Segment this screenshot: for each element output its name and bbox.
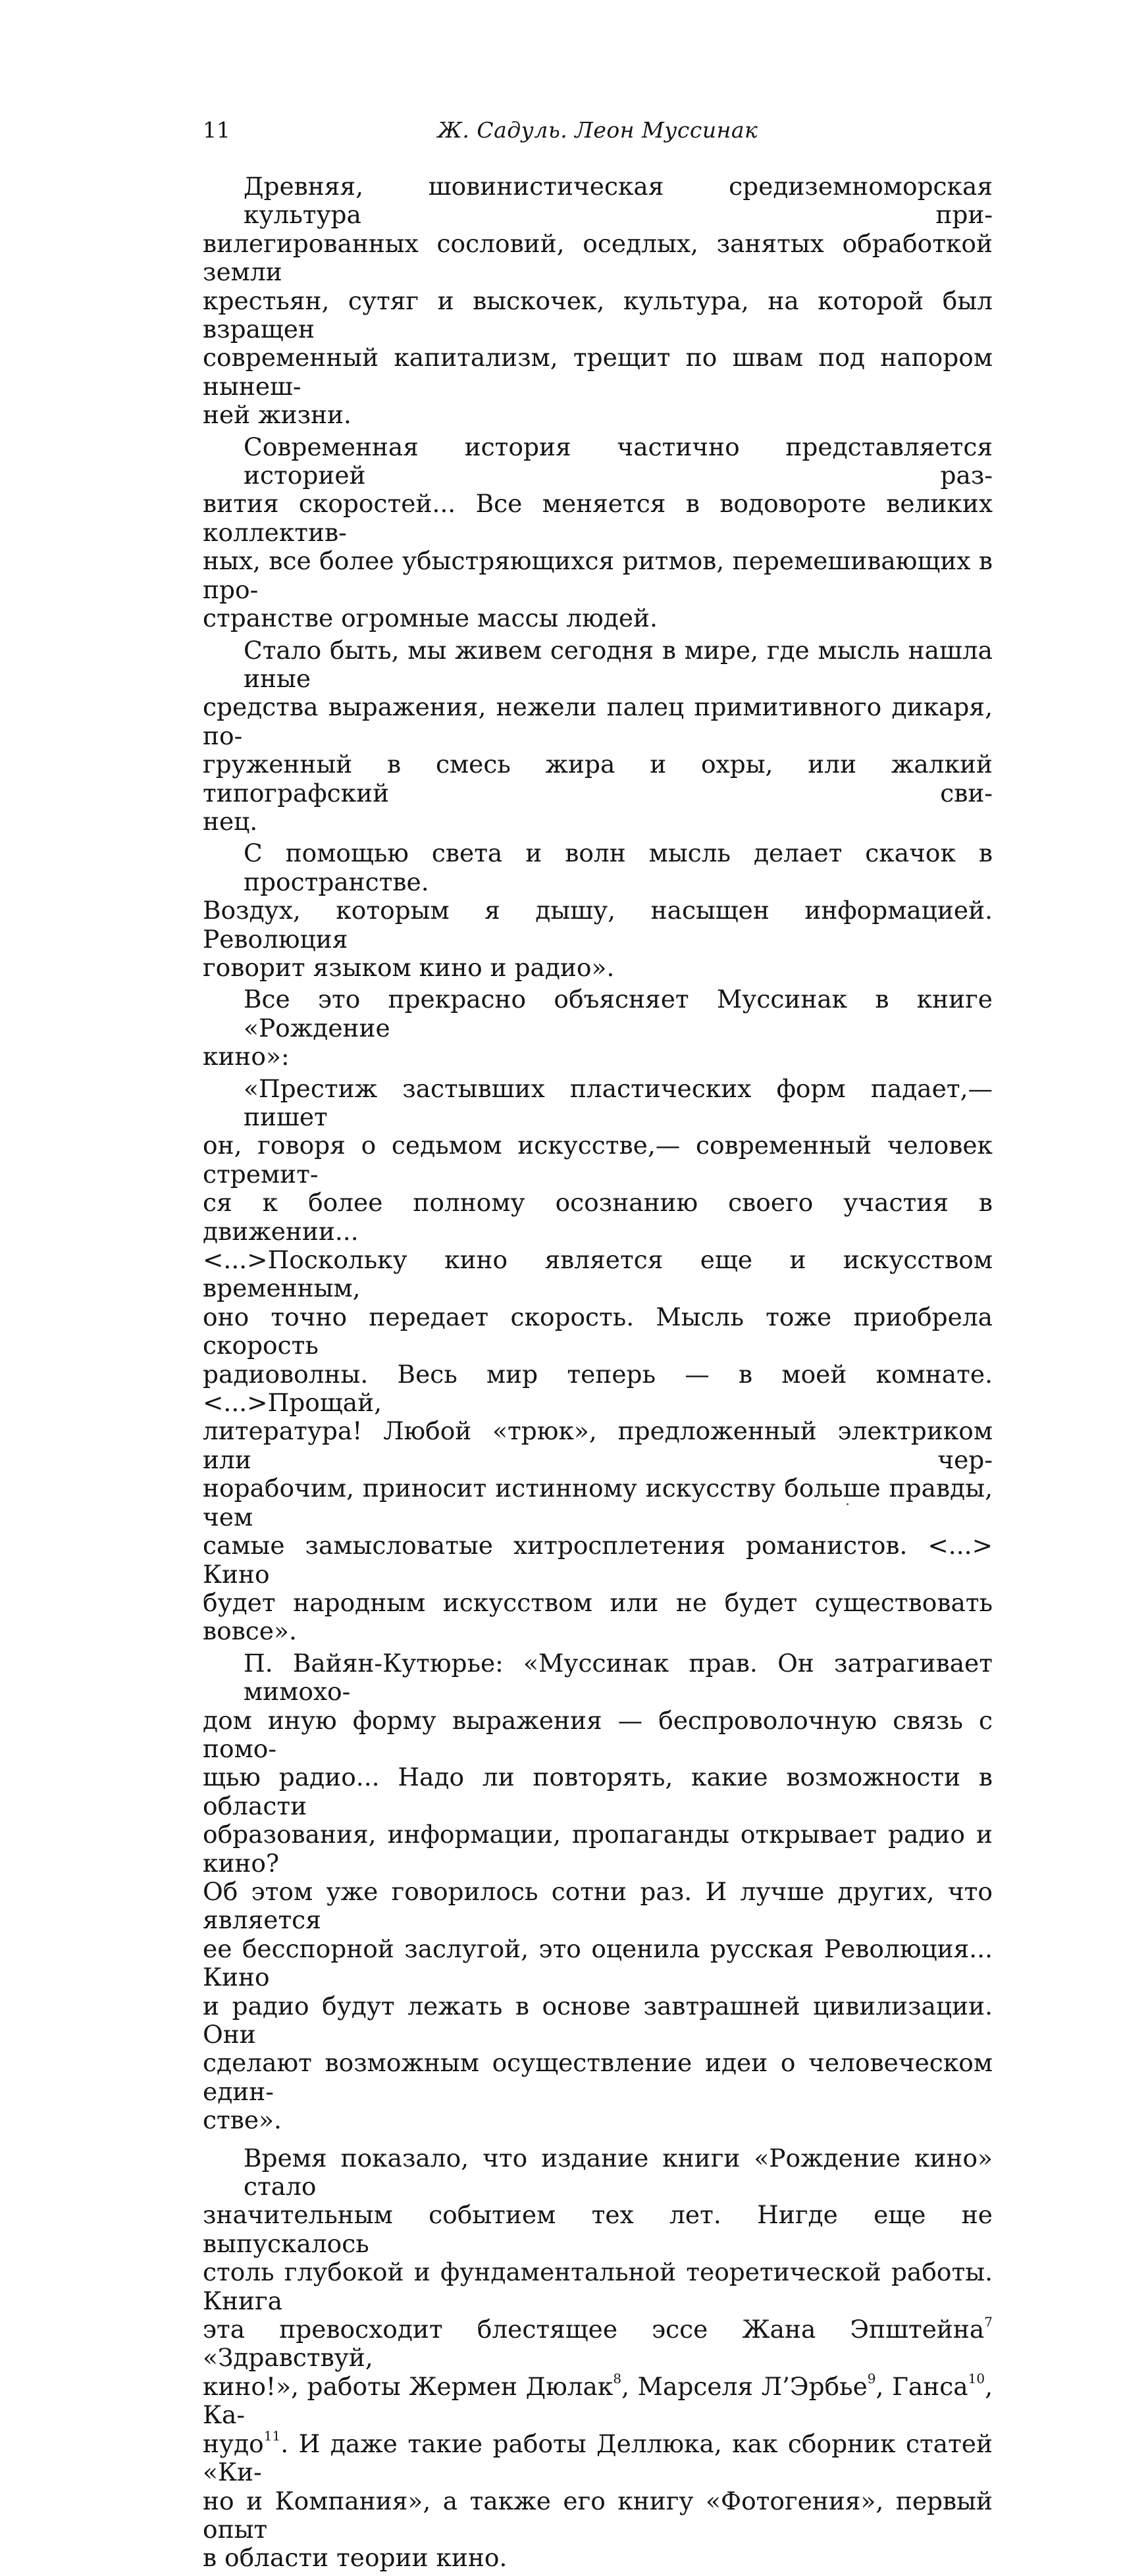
text-line: литература! Любой «трюк», предложенный электриком или чер- <box>203 1416 993 1474</box>
text-run: , Марселя Л’Эрбье <box>621 2371 868 2401</box>
text-line: современный капитализм, трещит по швам под напором нынеш- <box>203 343 993 401</box>
text-line <box>203 2430 993 2487</box>
text-line: вития скоростей... Все меняется в водовороте великих коллектив- <box>203 489 993 547</box>
paragraph-6-quote <box>203 1075 993 1646</box>
text-line: «Престиж застывших пластических форм падает,— пишет <box>244 1073 993 1131</box>
text-line: оно точно передает скорость. Мысль тоже приобрела скорость <box>203 1302 993 1360</box>
paragraph-1 <box>203 172 993 430</box>
text-line: он, говоря о седьмом искусстве,— современный человек стремит- <box>203 1131 993 1189</box>
page-number: 11 <box>203 117 230 143</box>
text-line: Воздух, которым я дышу, насыщен информацией. Революция <box>203 896 993 954</box>
text-line: стве». <box>203 2105 282 2135</box>
text-line: средства выражения, нежели палец примитивного дикаря, по- <box>203 692 993 750</box>
text-line: дом иную форму выражения — беспроволочную связь с помо- <box>203 1705 993 1763</box>
text-line: сделают возможным осуществление идеи о человеческом един- <box>203 2048 993 2106</box>
text-line: Время показало, что издание книги «Рождение кино» стало <box>244 2143 993 2202</box>
text-line: Древняя, шовинистическая средиземноморская культура при- <box>244 172 993 230</box>
text-line: Современная история частично представляется историей раз- <box>244 432 993 490</box>
text-line: крестьян, сутяг и выскочек, культура, на которой был взращен <box>203 286 993 344</box>
footnote-ref-7: 7 <box>984 2313 993 2330</box>
text-line: Стало быть, мы живем сегодня в мире, где мысль нашла иные <box>244 635 993 693</box>
text-line: ных, все более убыстряющихся ритмов, перемешивающих в про- <box>203 546 993 604</box>
paragraph-5 <box>203 985 993 1071</box>
text-line <box>203 2315 993 2373</box>
body-text <box>203 172 993 2576</box>
text-line: вилегированных сословий, оседлых, занятых обработкой земли <box>203 228 993 287</box>
text-line: говорит языком кино и радио». <box>203 952 615 982</box>
running-title: Ж. Садуль. Леон Муссинак <box>437 117 758 143</box>
text-line: но и Компания», а также его книгу «Фотогения», первый опыт <box>203 2486 993 2544</box>
text-line: столь глубокой и фундаментальной теоретической работы. Книга <box>203 2257 993 2315</box>
scan-speck <box>847 1503 848 1505</box>
text-line: ней жизни. <box>203 400 352 430</box>
text-line: будет народным искусством или не будет существовать вовсе». <box>203 1587 993 1646</box>
footnote-ref-11: 11 <box>263 2428 281 2444</box>
text-line: <...>Поскольку кино является еще и искусством временным, <box>203 1245 993 1303</box>
text-run: . И даже такие работы Деллюка, как сборник статей «Ки- <box>203 2429 993 2487</box>
text-line: груженный в смесь жира и охры, или жалкий типографский сви- <box>203 750 993 808</box>
text-line: радиоволны. Весь мир теперь — в моей комнате. <...>Прощай, <box>203 1359 993 1418</box>
text-line: норабочим, приносит истинному искусству больше правды, чем <box>203 1474 993 1532</box>
text-line: самые замысловатые хитросплетения романистов. <...> Кино <box>203 1531 993 1589</box>
paragraph-2 <box>203 433 993 633</box>
text-run: «Здравствуй, <box>203 2343 373 2373</box>
text-line: Об этом уже говорилось сотни раз. И лучше других, что является <box>203 1876 993 1935</box>
text-line: ее бесспорной заслугой, это оценила русская Революция... Кино <box>203 1934 993 1992</box>
paragraph-8 <box>203 2144 993 2573</box>
text-line: странстве огромные массы людей. <box>203 604 658 633</box>
text-line: ся к более полному осознанию своего участия в движении... <box>203 1188 993 1246</box>
text-run: , Ганса <box>875 2371 968 2401</box>
paragraph-3 <box>203 636 993 837</box>
text-line <box>203 2373 993 2430</box>
text-line: и радио будут лежать в основе завтрашней цивилизации. Они <box>203 1991 993 2049</box>
footnote-ref-10: 10 <box>968 2371 985 2387</box>
footnote-ref-9: 9 <box>867 2371 876 2387</box>
text-line: образования, информации, пропаганды открывает радио и кино? <box>203 1820 993 1878</box>
text-line: Все это прекрасно объясняет Муссинак в книге «Рождение <box>244 985 993 1043</box>
text-line: нец. <box>203 806 258 836</box>
text-line: в области теории кино. <box>203 2543 508 2573</box>
text-line: значительным событием тех лет. Нигде еще не выпускалось <box>203 2200 993 2258</box>
text-run: кино!», работы Жермен Дюлак <box>203 2371 613 2401</box>
paragraph-7-quote <box>203 1649 993 2135</box>
text-run: эта превосходит блестящее эссе Жана Эпштейна <box>203 2315 985 2344</box>
text-line: щью радио... Надо ли повторять, какие возможности в области <box>203 1763 993 1820</box>
text-line: П. Вайян-Кутюрье: «Муссинак прав. Он затрагивает мимохо- <box>244 1648 993 1707</box>
text-line: С помощью света и волн мысль делает скачок в пространстве. <box>244 838 993 896</box>
footnote-ref-8: 8 <box>613 2371 622 2387</box>
running-head <box>203 117 993 150</box>
text-line: кино»: <box>203 1042 290 1071</box>
text-run: нудо <box>203 2429 264 2458</box>
text-run: , Ка- <box>203 2371 993 2430</box>
paragraph-4 <box>203 839 993 982</box>
